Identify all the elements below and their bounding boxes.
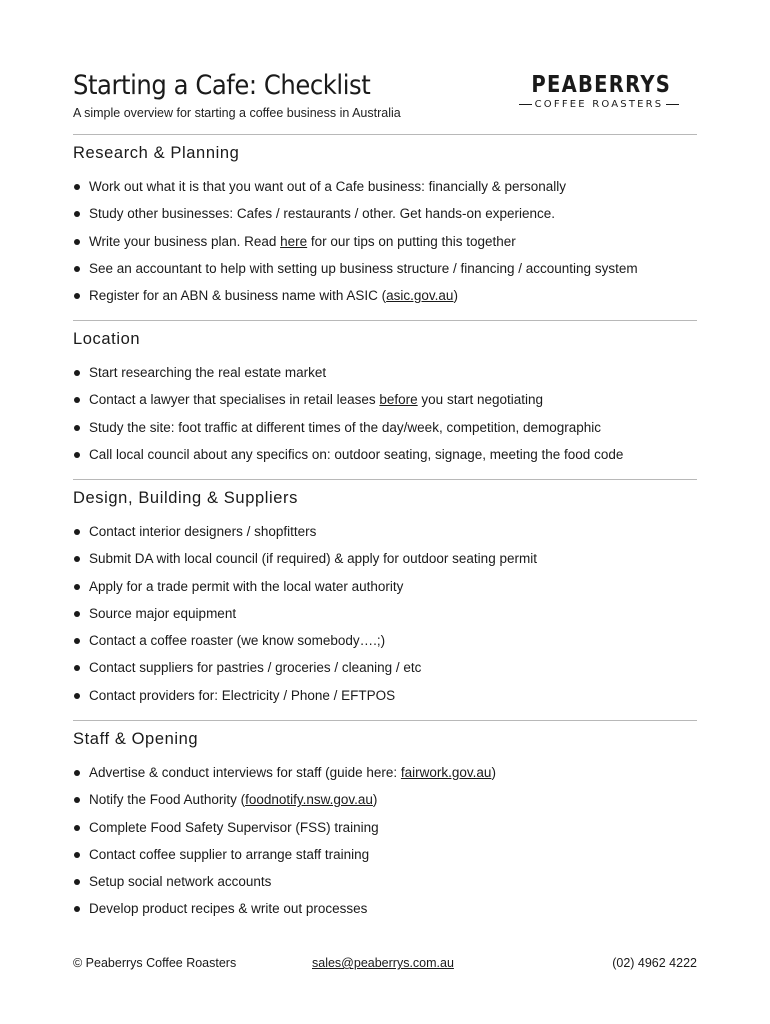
item-text: ) — [372, 792, 378, 808]
page-subtitle: A simple overview for starting a coffee business in Australia — [73, 106, 401, 120]
item-text: Setup social network accounts — [89, 874, 272, 890]
section-staff-and-opening — [73, 720, 697, 923]
checklist-item — [73, 414, 697, 441]
section-divider — [73, 134, 697, 135]
item-text: you start negotiating — [417, 392, 544, 408]
item-text: Develop product recipes & write out processes — [89, 901, 368, 917]
page-title: Starting a Cafe: Checklist — [73, 70, 371, 101]
item-text: Apply for a trade permit with the local water authority — [89, 578, 404, 594]
section-divider — [73, 720, 697, 721]
logo-tagline-row — [519, 99, 679, 110]
section-heading: Design, Building & Suppliers — [73, 489, 298, 507]
item-text: Submit DA with local council (if required) & apply for outdoor seating permit — [89, 551, 537, 567]
item-text: Complete Food Safety Supervisor (FSS) training — [89, 819, 379, 835]
item-text: Notify the Food Authority ( — [89, 792, 246, 808]
page-header — [73, 70, 697, 130]
checklist-item — [73, 573, 697, 600]
checklist-item — [73, 359, 697, 386]
item-text: Start researching the real estate market — [89, 365, 327, 380]
item-text: Contact coffee supplier to arrange staff training — [89, 846, 370, 862]
logo-rule-right — [666, 104, 679, 105]
item-text: Write your business plan. Read — [89, 233, 281, 249]
checklist-item — [73, 600, 697, 627]
checklist-item — [73, 627, 697, 654]
section-design-building-and-suppliers — [73, 479, 697, 709]
checklist — [73, 359, 697, 468]
brand-logo — [519, 72, 679, 110]
footer-copyright: © Peaberrys Coffee Roasters — [73, 956, 237, 970]
checklist-item — [73, 841, 697, 868]
item-text: ) — [491, 765, 496, 780]
item-text: Contact suppliers for pastries / groceries / cleaning / etc — [89, 660, 422, 676]
item-text: Contact a lawyer that specialises in retail leases — [89, 392, 380, 408]
item-text: Contact providers for: Electricity / Phone / EFTPOS — [89, 687, 396, 703]
checklist-item — [73, 386, 697, 413]
checklist-item — [73, 786, 697, 813]
item-text: Study other businesses: Cafes / restaurants / other. Get hands-on experience. — [89, 206, 556, 222]
checklist — [73, 518, 697, 709]
inline-link[interactable]: asic.gov.au — [386, 288, 454, 304]
checklist-item — [73, 682, 697, 709]
footer-email-link[interactable]: sales@peaberrys.com.au — [312, 956, 454, 970]
checklist-item — [73, 895, 697, 922]
checklist-item — [73, 545, 697, 572]
section-heading: Staff & Opening — [73, 730, 199, 748]
checklist-item — [73, 255, 697, 282]
item-text: Study the site: foot traffic at different times of the day/week, competition, demographic — [89, 419, 602, 435]
logo-wordmark: PEABERRYS — [531, 72, 672, 98]
checklist-item — [73, 282, 697, 309]
logo-rule-left — [519, 104, 532, 105]
section-heading: Location — [73, 330, 141, 348]
footer-phone: (02) 4962 4222 — [612, 956, 697, 970]
item-text: for our tips on putting this together — [307, 233, 516, 249]
checklist-item — [73, 518, 697, 545]
checklist — [73, 173, 697, 309]
logo-tagline: COFFEE ROASTERS — [534, 99, 664, 110]
checklist-item — [73, 868, 697, 895]
section-location — [73, 320, 697, 468]
checklist — [73, 759, 697, 923]
item-text: Work out what it is that you want out of a Cafe business: financially & personally — [89, 179, 566, 194]
checklist-item — [73, 200, 697, 227]
item-text: Contact interior designers / shopfitters — [89, 524, 317, 539]
inline-link[interactable]: before — [379, 392, 418, 408]
section-divider — [73, 479, 697, 480]
inline-link[interactable]: fairwork.gov.au — [400, 765, 492, 780]
checklist-item — [73, 228, 697, 255]
checklist-item — [73, 814, 697, 841]
item-text: ) — [453, 288, 458, 304]
item-text: Call local council about any specifics on: outdoor seating, signage, meeting the food code — [89, 446, 624, 462]
section-heading: Research & Planning — [73, 144, 240, 162]
item-text: Advertise & conduct interviews for staff (guide here: — [89, 765, 401, 780]
item-text: Contact a coffee roaster (we know somebody….;) — [89, 633, 386, 649]
item-text: Register for an ABN & business name with ASIC ( — [89, 288, 387, 304]
inline-link[interactable]: here — [280, 233, 308, 249]
checklist-item — [73, 441, 697, 468]
checklist-item — [73, 759, 697, 786]
checklist-item — [73, 173, 697, 200]
checklist-item — [73, 654, 697, 681]
section-divider — [73, 320, 697, 321]
item-text: See an accountant to help with setting up business structure / financing / accounting system — [89, 260, 638, 276]
page-footer — [73, 956, 697, 974]
inline-link[interactable]: foodnotify.nsw.gov.au — [245, 792, 373, 808]
item-text: Source major equipment — [89, 605, 237, 621]
section-research-and-planning — [73, 134, 697, 309]
